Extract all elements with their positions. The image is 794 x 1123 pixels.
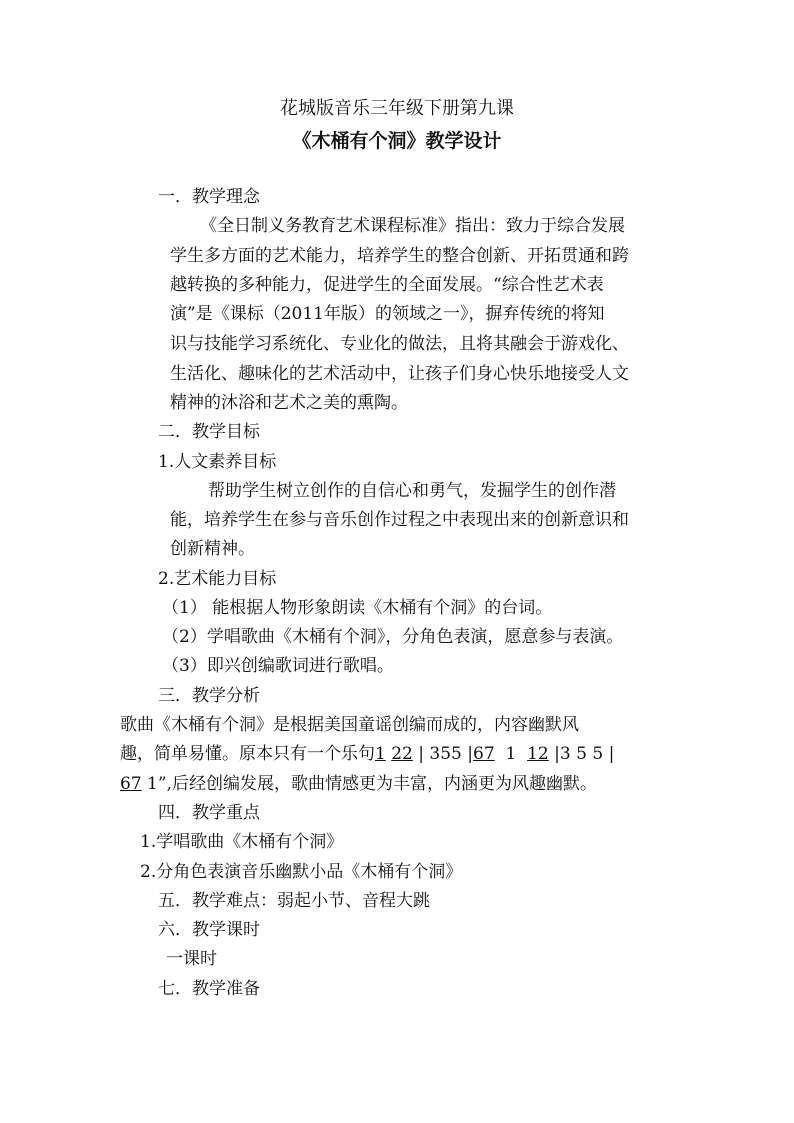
section-1-paragraph-line: 演”是《课标（2011年版）的领域之一》，摒弃传统的将知: [170, 304, 605, 324]
section-6-heading: 六．教学课时: [158, 920, 260, 940]
section-2-sub1-line: 帮助学生树立创作的自信心和勇气，发掘学生的创作潜: [208, 481, 616, 501]
notation-note: 3 5 5: [559, 744, 604, 764]
section-2-sub2-item: （1） 能根据人物形象朗读《木桶有个洞》的台词。: [162, 598, 553, 618]
section-3-paragraph-line: [120, 743, 614, 765]
section-1-paragraph-line: 识与技能学习系统化、专业化的做法，且将其融会于游戏化、: [170, 334, 629, 354]
section-1-paragraph-line: 《全日制义务教育艺术课程标准》指出：致力于综合发展: [200, 216, 625, 236]
section-2-sub2-heading: 2.艺术能力目标: [158, 569, 277, 589]
section-3-paragraph-line: [120, 773, 597, 795]
notation-note: 1: [147, 774, 158, 794]
section-7-heading: 七．教学准备: [158, 979, 260, 999]
notation-note: 1: [505, 744, 517, 764]
notation-note: 22: [391, 744, 413, 764]
section-3-line2-text: 趣，简单易懂。原本只有一个乐句: [120, 744, 375, 764]
section-5-heading: 五．教学难点：弱起小节、音程大跳: [158, 891, 430, 911]
notation-barline: |: [418, 744, 425, 764]
section-1-paragraph-line: 生活化、趣味化的艺术活动中，让孩子们身心快乐地接受人文: [170, 364, 629, 384]
notation-note: 67: [473, 744, 495, 764]
notation-barline: |: [467, 744, 474, 764]
section-4-heading: 四．教学重点: [158, 803, 260, 823]
section-2-sub1-line: 能，培养学生在参与音乐创作过程之中表现出来的创新意识和: [170, 510, 629, 530]
section-6-content: 一课时: [166, 949, 217, 969]
section-2-heading: 二．教学目标: [158, 422, 260, 442]
document-title-line2: 《木桶有个洞》教学设计: [292, 130, 502, 152]
section-1-heading: 一．教学理念: [158, 187, 260, 207]
notation-note: 12: [527, 744, 549, 764]
section-1-paragraph-line: 精神的沐浴和艺术之美的熏陶。: [170, 393, 408, 413]
section-1-paragraph-line: 学生多方面的艺术能力，培养学生的整合创新、开拓贯通和跨: [170, 246, 629, 266]
section-3-paragraph-line: 歌曲《木桶有个洞》是根据美国童谣创编而成的，内容幽默风: [120, 715, 579, 735]
section-3-heading: 三．教学分析: [158, 686, 260, 706]
notation-note: 67: [120, 774, 142, 794]
notation-barline: |: [554, 744, 560, 764]
section-2-sub1-heading: 1.人文素养目标: [158, 452, 277, 472]
section-4-item: 2.分角色表演音乐幽默小品《木桶有个洞》: [140, 862, 463, 882]
section-3-line3-text: ”,后经创编发展，歌曲情感更为丰富，内涵更为风趣幽默。: [157, 774, 597, 794]
section-4-item: 1.学唱歌曲《木桶有个洞》: [140, 832, 344, 852]
section-2-sub2-item: （2）学唱歌曲《木桶有个洞》，分角色表演，愿意参与表演。: [162, 627, 624, 647]
notation-note: 355: [429, 744, 462, 764]
document-title-line1: 花城版音乐三年级下册第九课: [280, 98, 514, 119]
section-1-paragraph-line: 越转换的多种能力，促进学生的全面发展。“综合性艺术表: [170, 275, 604, 295]
notation-barline: |: [608, 744, 615, 764]
notation-note: 1: [375, 744, 386, 764]
section-2-sub2-item: （3）即兴创编歌词进行歌唱。: [162, 656, 394, 676]
section-2-sub1-line: 创新精神。: [170, 539, 255, 559]
